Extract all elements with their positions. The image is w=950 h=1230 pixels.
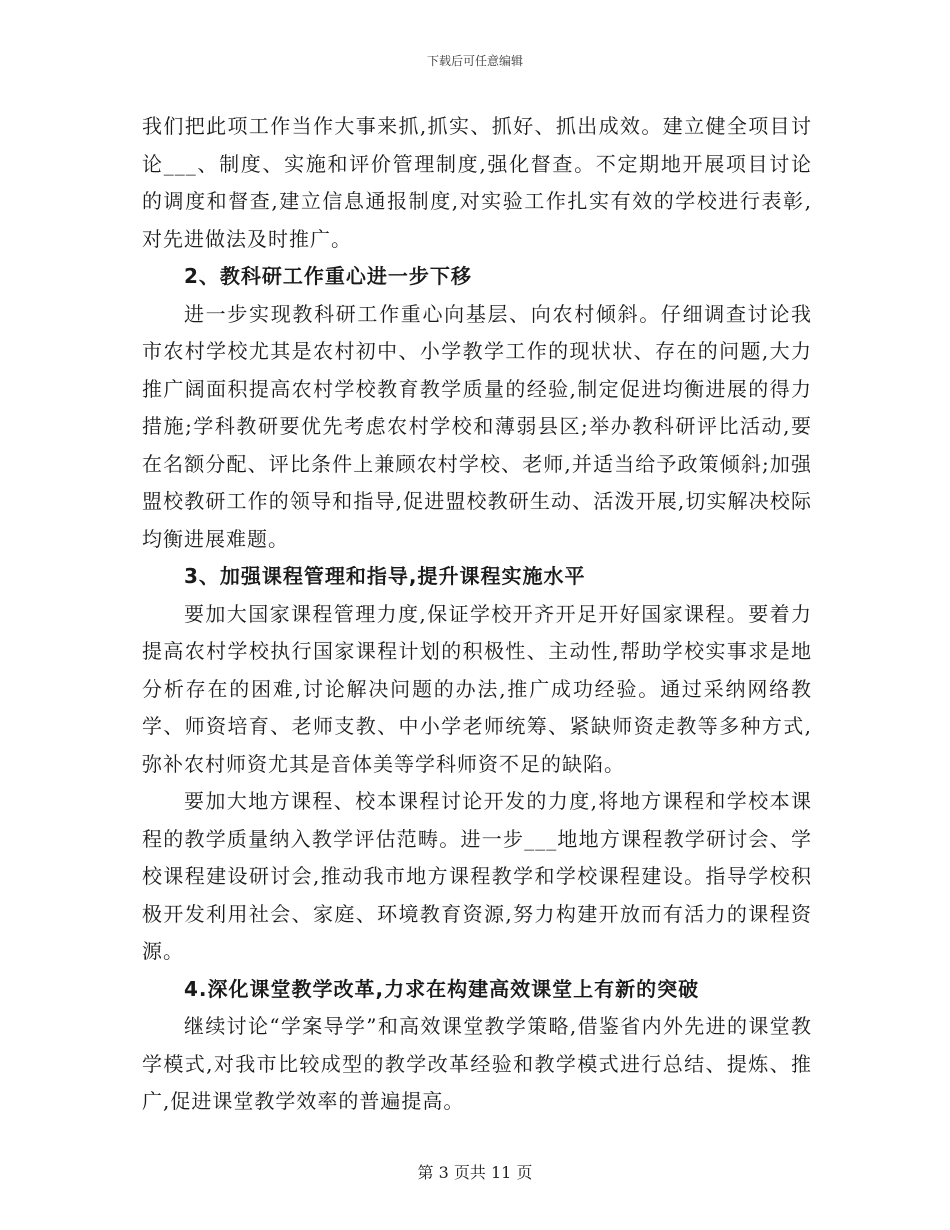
- paragraph-1: 我们把此项工作当作大事来抓,抓实、抓好、抓出成效。建立健全项目讨论___、制度、实施和评价管理制度,强化督查。不定期地开展项目讨论的调度和督查,建立信息通报制度,对实验工作扎实有效的学校进行表彰,对先进做法及时推广。: [142, 114, 812, 251]
- document-body: [142, 108, 812, 1121]
- section-heading-3: 3、加强课程管理和指导,提升课程实施水平: [184, 564, 586, 588]
- paragraph-3: 要加大国家课程管理力度,保证学校开齐开足开好国家课程。要着力提高农村学校执行国家课程计划的积极性、主动性,帮助学校实事求是地分析存在的困难,讨论解决问题的办法,推广成功经验。通过采纳网络教学、师资培育、老师支教、中小学老师统筹、紧缺师资走教等多种方式,弥补农村师资尤其是音体美等学科师资不足的缺陷。: [142, 601, 812, 776]
- paragraph-5: 继续讨论“学案导学”和高效课堂教学策略,借鉴省内外先进的课堂教学模式,对我市比较成型的教学改革经验和教学模式进行总结、提炼、推广,促进课堂教学效率的普遍提高。: [142, 1014, 812, 1113]
- section-heading-2: 2、教科研工作重心进一步下移: [184, 264, 472, 288]
- page-number-footer: 第 3 页共 11 页: [417, 1163, 533, 1182]
- page-header-note: 下载后可任意编辑: [426, 54, 523, 68]
- section-heading-4: 4.深化课堂教学改革,力求在构建高效课堂上有新的突破: [184, 976, 700, 1001]
- paragraph-4: 要加大地方课程、校本课程讨论开发的力度,将地方课程和学校本课程的教学质量纳入教学评估范畴。进一步___地地方课程教学研讨会、学校课程建设研讨会,推动我市地方课程教学和学校课程建设。指导学校积极开发利用社会、家庭、环境教育资源,努力构建开放而有活力的课程资源。: [142, 789, 812, 963]
- paragraph-2: 进一步实现教科研工作重心向基层、向农村倾斜。仔细调查讨论我市农村学校尤其是农村初中、小学教学工作的现状状、存在的问题,大力推广阔面积提高农村学校教育教学质量的经验,制定促进均衡进展的得力措施;学科教研要优先考虑农村学校和薄弱县区;举办教科研评比活动,要在名额分配、评比条件上兼顾农村学校、老师,并适当给予政策倾斜;加强盟校教研工作的领导和指导,促进盟校教研生动、活泼开展,切实解决校际均衡进展难题。: [142, 301, 812, 551]
